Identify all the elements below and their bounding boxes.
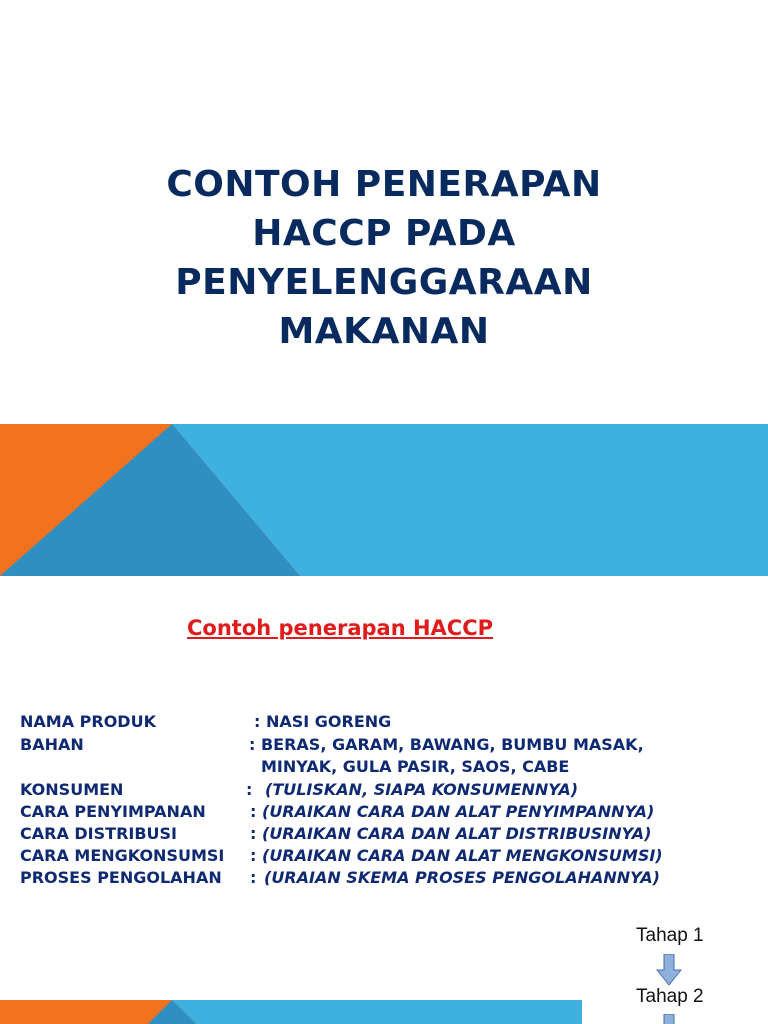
info-row-bahan-cont [20,756,760,778]
flow-step-2: Tahap 2 [636,986,704,1007]
bottom-decorative-band [0,1000,582,1024]
process-flow [582,916,768,1024]
row-value: (URAIAN SKEMA PROSES PENGOLAHANNYA) [264,868,660,887]
slide-title [0,160,768,356]
row-value: (URAIKAN CARA DAN ALAT PENYIMPANNYA) [262,802,655,821]
row-value: (URAIKAN CARA DAN ALAT MENGKONSUMSI) [262,846,663,865]
info-row-cara-penyimpanan [20,800,760,822]
info-row-bahan [20,733,760,756]
row-value: : NASI GORENG [254,712,392,731]
product-info [20,710,760,888]
info-row-cara-mengkonsumsi [20,844,760,866]
arrow-down-icon [656,1014,682,1024]
row-sep: : [250,846,257,865]
row-label: CARA DISTRIBUSI [20,824,178,843]
info-row-nama-produk [20,710,760,733]
row-label: NAMA PRODUK [20,712,156,731]
info-row-cara-distribusi [20,822,760,844]
row-value: (URAIKAN CARA DAN ALAT DISTRIBUSINYA) [262,824,652,843]
info-row-konsumen [20,778,760,800]
row-sep: : [246,780,253,799]
row-label: BAHAN [20,735,84,754]
row-label: CARA PENYIMPANAN [20,802,206,821]
info-row-proses-pengolahan [20,866,760,888]
row-label: CARA MENGKONSUMSI [20,846,225,865]
title-line-4: MAKANAN [278,311,490,352]
decorative-band [0,424,768,576]
band-blue [172,1000,582,1024]
arrow-down-icon [656,954,682,986]
row-label: KONSUMEN [20,780,124,799]
title-line-1: CONTOH PENERAPAN [166,164,602,205]
title-line-3: PENYELENGGARAAN [175,262,593,303]
slide-subtitle: Contoh penerapan HACCP [186,616,494,640]
title-line-2: HACCP PADA [252,213,516,254]
row-label: PROSES PENGOLAHAN [20,868,222,887]
row-sep: : [250,868,257,887]
flow-step-1: Tahap 1 [636,925,704,946]
row-sep: : [250,824,257,843]
row-value: MINYAK, GULA PASIR, SAOS, CABE [261,757,570,776]
content-slide [0,576,768,1024]
row-value: (TULISKAN, SIAPA KONSUMENNYA) [265,780,579,799]
row-value: : BERAS, GARAM, BAWANG, BUMBU MASAK, [249,735,644,754]
row-sep: : [250,802,257,821]
